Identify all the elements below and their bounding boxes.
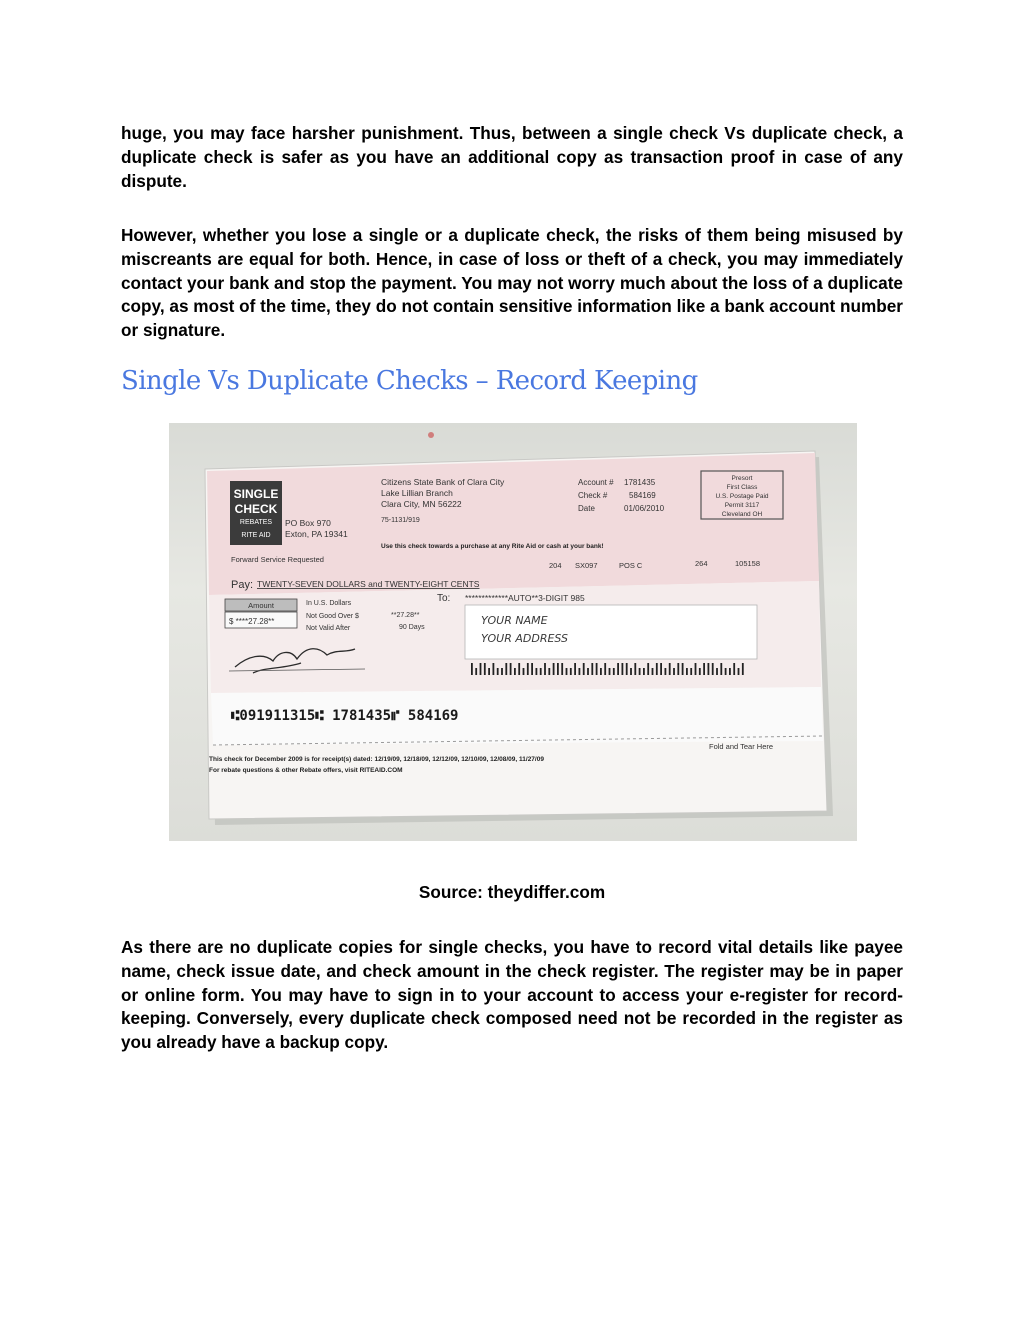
barcode-bar (609, 668, 611, 675)
not-good-over: Not Good Over $ (306, 613, 359, 620)
barcode-bar (510, 663, 512, 675)
barcode-bar (561, 663, 563, 675)
code-1: 204 (549, 561, 562, 570)
footer-line-2: For rebate questions & other Rebate offers, visit RITEAID.COM (209, 767, 403, 774)
body-paragraph-3: As there are no duplicate copies for single checks, you have to record vital details like payee name, check issue date, and check amount in the check register. The register may be in paper or online form. You may have to sign in to your account to access your e-register for record-keeping. Conversely, every duplicate check composed need not be recorded in the register as you already have a backup copy. (121, 937, 903, 1053)
barcode-bar (583, 663, 585, 675)
po-city: Exton, PA 19341 (285, 529, 348, 539)
barcode-bar (475, 668, 477, 675)
logo-text-2: CHECK (234, 502, 278, 516)
routing-fraction: 75-1131/919 (381, 517, 420, 524)
barcode-bar (493, 663, 495, 675)
not-good-value: **27.28** (391, 612, 420, 619)
barcode-bar (579, 668, 581, 675)
barcode-bar (523, 668, 525, 675)
barcode-bar (518, 663, 520, 675)
barcode-bar (738, 668, 740, 675)
barcode-bar (708, 663, 710, 675)
barcode-bar (695, 663, 697, 675)
barcode-bar (531, 663, 533, 675)
barcode-bar (720, 663, 722, 675)
check-number-value: 584169 (629, 491, 656, 500)
barcode-bar (600, 668, 602, 675)
barcode-bar (682, 663, 684, 675)
code-2: SX097 (575, 561, 598, 570)
presort-2: First Class (726, 484, 758, 491)
barcode-bar (514, 668, 516, 675)
barcode-bar (622, 663, 624, 675)
footer-line-1: This check for December 2009 is for receipt(s) dated: 12/19/09, 12/18/09, 12/12/09, 12/10/09, 12/08/09, 11/27/09 (209, 756, 544, 763)
barcode-bar (540, 668, 542, 675)
date-label: Date (578, 504, 595, 513)
section-heading: Single Vs Duplicate Checks – Record Keeping (121, 366, 698, 396)
barcode-bar (557, 663, 559, 675)
auto-line: *************AUTO**3-DIGIT 985 (465, 593, 585, 603)
forward-service: Forward Service Requested (231, 555, 324, 564)
in-us-dollars: In U.S. Dollars (306, 600, 352, 607)
presort-5: Cleveland OH (721, 511, 763, 518)
presort-4: Permit 3117 (724, 502, 760, 509)
barcode-bar (587, 668, 589, 675)
logo-text-3: REBATES (239, 519, 273, 526)
barcode-bar (501, 668, 503, 675)
po-box: PO Box 970 (285, 518, 331, 528)
micr-line: ⑆091911315⑆ 1781435⑈ 584169 (231, 708, 459, 724)
barcode-bar (544, 663, 546, 675)
barcode-bar (643, 668, 645, 675)
not-valid-value: 90 Days (399, 624, 425, 631)
barcode-bar (536, 668, 538, 675)
barcode-bar (570, 668, 572, 675)
barcode-bar (613, 668, 615, 675)
to-label: To: (437, 593, 451, 604)
barcode-bar (712, 663, 714, 675)
check-photo (169, 423, 857, 841)
barcode-bar (484, 663, 486, 675)
barcode-bar (505, 663, 507, 675)
use-note: Use this check towards a purchase at any Rite Aid or cash at your bank! (381, 543, 604, 550)
your-address: YOUR ADDRESS (481, 632, 569, 645)
logo-text-4: RITE AID (241, 532, 271, 539)
bank-city: Clara City, MN 56222 (381, 499, 462, 509)
bank-name: Citizens State Bank of Clara City (381, 477, 505, 487)
check-illustration (169, 423, 857, 841)
code-4: 264 (695, 559, 708, 568)
barcode-bar (729, 668, 731, 675)
presort-1: Presort (731, 475, 753, 482)
code-3: POS C (619, 561, 643, 570)
barcode-bar (626, 663, 628, 675)
barcode-bar (630, 668, 632, 675)
barcode-bar (656, 663, 658, 675)
body-paragraph-1: huge, you may face harsher punishment. Thus, between a single check Vs duplicate check, a duplicate check is safer as you have an additional copy as transaction proof in case of any dispute. (121, 123, 903, 191)
barcode-bar (553, 663, 555, 675)
barcode-bar (647, 663, 649, 675)
pay-label: Pay: (231, 579, 254, 591)
barcode-bar (733, 663, 735, 675)
barcode-bar (673, 668, 675, 675)
amount-label: Amount (248, 601, 274, 610)
barcode-bar (591, 663, 593, 675)
barcode-bar (716, 668, 718, 675)
barcode-bar (665, 668, 667, 675)
barcode-bar (686, 668, 688, 675)
barcode-bar (566, 668, 568, 675)
code-5: 105158 (735, 559, 761, 568)
barcode-bar (634, 663, 636, 675)
barcode-bar (690, 668, 692, 675)
barcode-bar (548, 668, 550, 675)
barcode-bar (480, 663, 482, 675)
check-number-label: Check # (578, 491, 608, 500)
barcode-bar (660, 663, 662, 675)
barcode-bar (574, 663, 576, 675)
barcode-bar (652, 668, 654, 675)
pay-words: TWENTY-SEVEN DOLLARS and TWENTY-EIGHT CENTS (257, 579, 480, 589)
presort-3: U.S. Postage Paid (715, 493, 769, 500)
barcode-bar (497, 668, 499, 675)
barcode-bar (669, 663, 671, 675)
barcode-bar (742, 663, 744, 675)
not-valid-after: Not Valid After (306, 625, 351, 632)
barcode-bar (596, 663, 598, 675)
image-caption: Source: theydiffer.com (418, 882, 606, 902)
barcode-bar (471, 663, 473, 675)
logo-text-1: SINGLE (233, 487, 279, 501)
your-name: YOUR NAME (481, 614, 548, 627)
account-value: 1781435 (624, 478, 656, 487)
barcode-bar (699, 668, 701, 675)
barcode-bar (703, 663, 705, 675)
body-paragraph-2: However, whether you lose a single or a duplicate check, the risks of them being misused by miscreants are equal for both. Hence, in case of loss or theft of a check, you may immediately contact your bank and stop the payment. You may not worry much about the loss of a duplicate copy, as most of the time, they do not contain sensitive information like a bank account number or signature. (121, 225, 903, 341)
barcode-bar (527, 663, 529, 675)
barcode-bar (725, 668, 727, 675)
bank-branch: Lake Lillian Branch (381, 488, 453, 498)
barcode-bar (639, 668, 641, 675)
fold-note: Fold and Tear Here (709, 742, 774, 751)
barcode-bar (488, 668, 490, 675)
date-value: 01/06/2010 (624, 504, 665, 513)
account-label: Account # (578, 478, 614, 487)
barcode-bar (677, 663, 679, 675)
barcode-bar (604, 663, 606, 675)
barcode-bar (617, 663, 619, 675)
amount-value: $ ****27.28** (229, 617, 275, 626)
